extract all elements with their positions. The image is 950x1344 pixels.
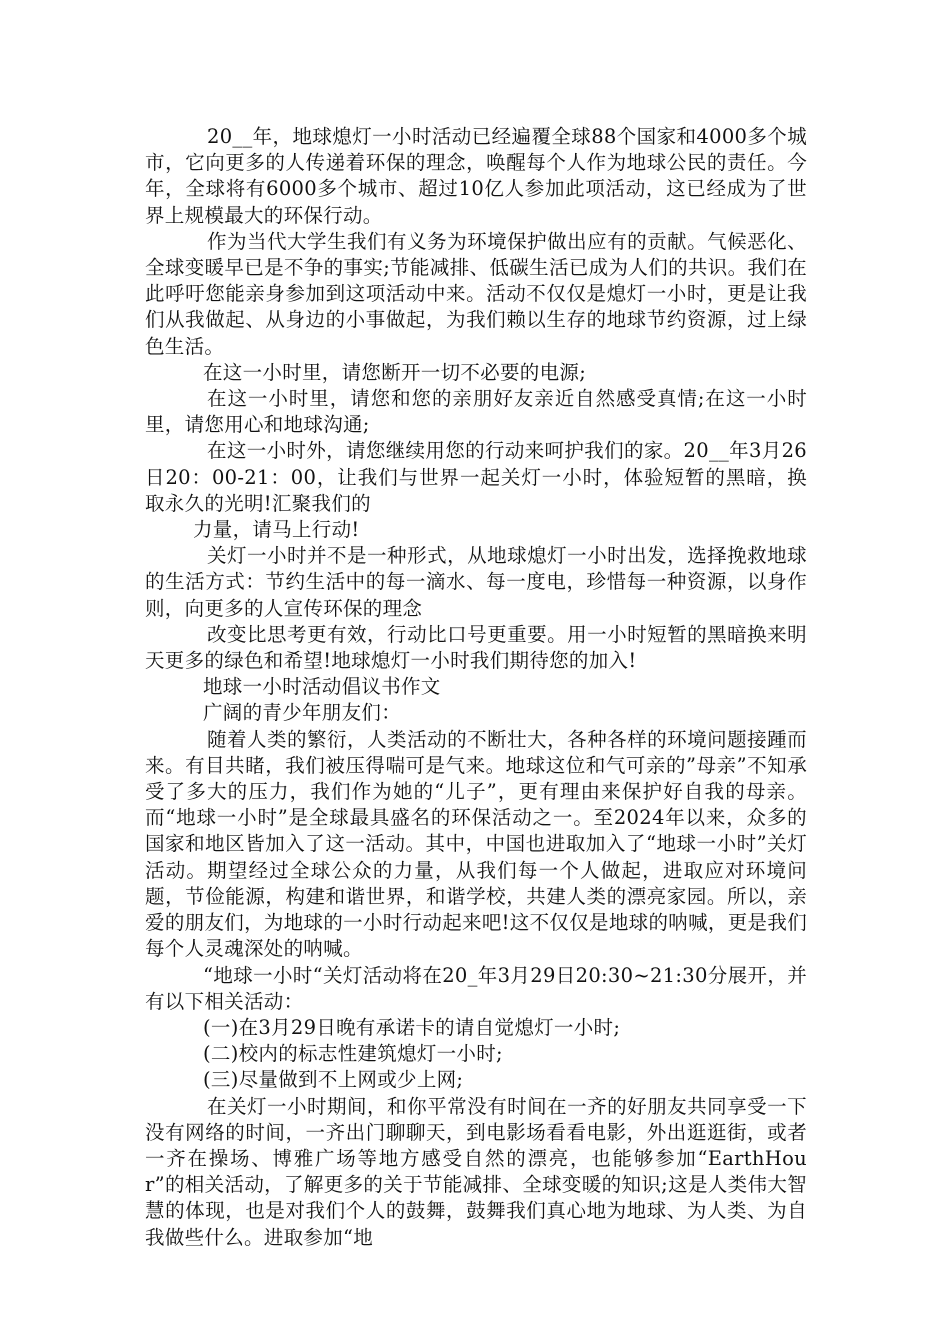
paragraph-intro: 20__年，地球熄灯一小时活动已经遍覆全球88个国家和4000多个城市，它向更多的人传递着环保的理念，唤醒每个人作为地球公民的责任。今年，全球将有6000多个城市、超过10亿人参加此项活动，这已经成为了世界上规模最大的环保行动。: [145, 125, 807, 227]
list-item-1: (一)在3月29日晚有承诺卡的请自觉熄灯一小时;: [203, 1015, 621, 1039]
paragraph-student-duty: 作为当代大学生我们有义务为环境保护做出应有的贡献。气候恶化、全球变暖早已是不争的事实;节能减排、低碳生活已成为人们的共识。我们在此呼吁您能亲身参加到这项活动中来。活动不仅仅是熄灯一小时，更是让我们从我做起、从身边的小事做起，为我们赖以生存的地球节约资源，过上绿色生活。: [145, 229, 807, 358]
paragraph-outside-hour: 在这一小时外，请您继续用您的行动来呵护我们的家。20__年3月26日20：00-21：00，让我们与世界一起关灯一小时，体验短暂的黑暗，换取永久的光明!汇聚我们的: [145, 439, 807, 515]
list-item-2: (二)校内的标志性建筑熄灯一小时;: [203, 1042, 503, 1066]
paragraph-environment: 随着人类的繁衍，人类活动的不断壮大，各种各样的环境问题接踵而来。有目共睹，我们被压得喘可是气来。地球这位和气可亲的”母亲”不知承受了多大的压力，我们作为她的“儿子”，更有理由来保护好自我的母亲。而“地球一小时”是全球最具盛名的环保活动之一。至2024年以来，众多的国家和地区皆加入了这一活动。其中，中国也进取加入了“地球一小时”关灯活动。期望经过全球公众的力量，从我们每一个人做起，进取应对环境问题，节俭能源，构建和谐世界，和谐学校，共建人类的漂亮家园。所以，亲爱的朋友们，为地球的一小时行动起来吧!这不仅仅是地球的呐喊，更是我们每个人灵魂深处的呐喊。: [145, 727, 807, 961]
paragraph-event-time: “地球一小时“关灯活动将在20_年3月29日20:30~21:30分展开，并有以下相关活动：: [145, 963, 807, 1013]
list-item-3: (三)尽量做到不上网或少上网;: [203, 1068, 464, 1092]
salutation: 广阔的青少年朋友们：: [203, 701, 402, 725]
paragraph-not-formality: 关灯一小时并不是一种形式，从地球熄灯一小时出发，选择挽救地球的生活方式：节约生活中的每一滴水、每一度电，珍惜每一种资源，以身作则，向更多的人宣传环保的理念: [145, 544, 807, 620]
section-title: 地球一小时活动倡议书作文: [203, 675, 441, 699]
paragraph-act-now: 力量，请马上行动!: [193, 518, 360, 542]
paragraph-during-hour: 在关灯一小时期间，和你平常没有时间在一齐的好朋友共同享受一下没有网络的时间，一齐出门聊聊天，到电影场看看电影，外出逛逛街，或者一齐在操场、博雅广场等地方感受自然的漂亮，也能够参加“EarthHour”的相关活动，了解更多的关于节能减排、全球变暖的知识;这是人类伟大智慧的体现，也是对我们个人的鼓舞，鼓舞我们真心地为地球、为人类、为自我做些什么。进取参加“地: [145, 1094, 807, 1249]
paragraph-power-off: 在这一小时里，请您断开一切不必要的电源;: [203, 360, 587, 384]
document-body: [145, 124, 807, 1251]
paragraph-nature: 在这一小时里，请您和您的亲朋好友亲近自然感受真情;在这一小时里，请您用心和地球沟通;: [145, 387, 807, 437]
paragraph-change: 改变比思考更有效，行动比口号更重要。用一小时短暂的黑暗换来明天更多的绿色和希望!地球熄灯一小时我们期待您的加入!: [145, 622, 807, 673]
